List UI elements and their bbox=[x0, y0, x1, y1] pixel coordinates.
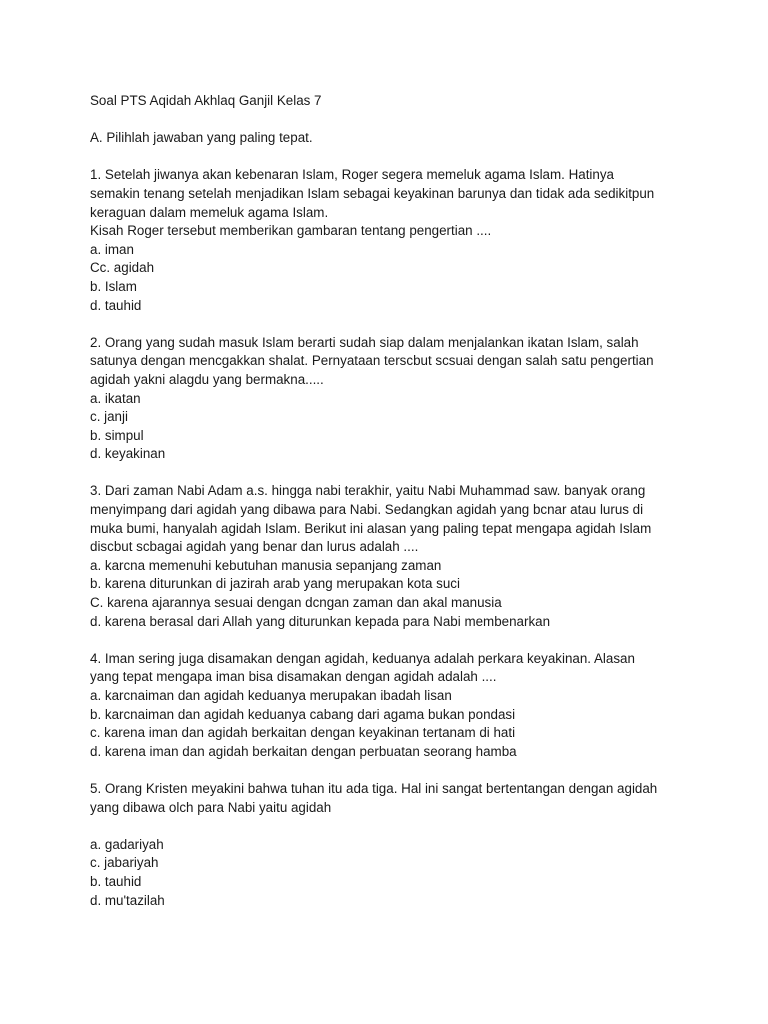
question-stem bbox=[90, 334, 690, 390]
question-text-line: satunya dengan mencgakkan shalat. Pernyataan terscbut scsuai dengan salah satu pengertian bbox=[90, 353, 654, 369]
answer-option: d. keyakinan bbox=[90, 446, 166, 462]
answer-option: d. karena iman dan agidah berkaitan dengan perbuatan seorang hamba bbox=[90, 743, 517, 759]
question-1 bbox=[90, 166, 690, 333]
question-3 bbox=[90, 482, 690, 649]
answer-options bbox=[90, 390, 690, 464]
question-text-line: discbut scbagai agidah yang benar dan lurus adalah .... bbox=[90, 539, 419, 555]
question-text-line: Kisah Roger tersebut memberikan gambaran tentang pengertian .... bbox=[90, 223, 492, 239]
question-text-line: muka bumi, hanyalah agidah Islam. Berikut ini alasan yang paling tepat mengapa agidah Islam bbox=[90, 520, 652, 536]
spacer bbox=[90, 148, 690, 167]
answer-option: Cc. agidah bbox=[90, 260, 155, 276]
spacer bbox=[90, 111, 690, 130]
answer-option: a. gadariyah bbox=[90, 836, 164, 852]
spacer bbox=[90, 631, 690, 650]
question-5 bbox=[90, 780, 690, 910]
spacer bbox=[90, 315, 690, 334]
spacer bbox=[90, 817, 690, 836]
question-text-line: agidah yakni alagdu yang bermakna..... bbox=[90, 371, 324, 387]
question-text-line: semakin tenang setelah menjadikan Islam sebagai keyakinan barunya dan tidak ada sedikitpun bbox=[90, 185, 655, 201]
answer-option: b. tauhid bbox=[90, 873, 142, 889]
answer-option: c. karena iman dan agidah berkaitan dengan keyakinan tertanam di hati bbox=[90, 725, 516, 741]
question-text-line: 3. Dari zaman Nabi Adam a.s. hingga nabi terakhir, yaitu Nabi Muhammad saw. banyak orang bbox=[90, 483, 646, 499]
section-heading: A. Pilihlah jawaban yang paling tepat. bbox=[90, 130, 313, 146]
answer-option: b. karcnaiman dan agidah keduanya cabang dari agama bukan pondasi bbox=[90, 706, 516, 722]
answer-option: a. iman bbox=[90, 241, 134, 257]
question-list bbox=[90, 166, 690, 910]
question-text-line: 4. Iman sering juga disamakan dengan agidah, keduanya adalah perkara keyakinan. Alasan bbox=[90, 650, 635, 666]
answer-options bbox=[90, 836, 690, 910]
answer-option: a. karcna memenuhi kebutuhan manusia sepanjang zaman bbox=[90, 557, 442, 573]
question-stem bbox=[90, 166, 690, 240]
question-stem bbox=[90, 780, 690, 817]
answer-option: a. ikatan bbox=[90, 390, 141, 406]
spacer bbox=[90, 464, 690, 483]
question-stem bbox=[90, 650, 690, 687]
question-text-line: 1. Setelah jiwanya akan kebenaran Islam, Roger segera memeluk agama Islam. Hatinya bbox=[90, 167, 614, 183]
document-title: Soal PTS Aqidah Akhlaq Ganjil Kelas 7 bbox=[90, 93, 322, 108]
answer-option: b. simpul bbox=[90, 427, 144, 443]
answer-option: b. Islam bbox=[90, 278, 137, 294]
question-text-line: 5. Orang Kristen meyakini bahwa tuhan itu ada tiga. Hal ini sangat bertentangan dengan agidah bbox=[90, 780, 658, 796]
answer-option: c. janji bbox=[90, 409, 128, 425]
answer-option: c. jabariyah bbox=[90, 855, 159, 871]
question-4 bbox=[90, 650, 690, 780]
question-2 bbox=[90, 334, 690, 483]
answer-option: a. karcnaiman dan agidah keduanya merupakan ibadah lisan bbox=[90, 688, 452, 703]
answer-option: d. karena berasal dari Allah yang diturunkan kepada para Nabi membenarkan bbox=[90, 613, 551, 629]
question-text-line: keraguan dalam memeluk agama Islam. bbox=[90, 204, 329, 220]
answer-option: d. mu'tazilah bbox=[90, 892, 165, 908]
question-text-line: 2. Orang yang sudah masuk Islam berarti sudah siap dalam menjalankan ikatan Islam, salah bbox=[90, 334, 639, 350]
answer-option: d. tauhid bbox=[90, 297, 142, 313]
question-stem bbox=[90, 482, 690, 556]
answer-options bbox=[90, 557, 690, 631]
question-text-line: yang dibawa olch para Nabi yaitu agidah bbox=[90, 799, 332, 815]
answer-options bbox=[90, 687, 690, 761]
answer-option: C. karena ajarannya sesuai dengan dcngan zaman dan akal manusia bbox=[90, 595, 502, 611]
question-text-line: menyimpang dari agidah yang dibawa para Nabi. Sedangkan agidah yang bcnar atau lurus di bbox=[90, 502, 644, 518]
answer-options bbox=[90, 241, 690, 315]
question-text-line: yang tepat mengapa iman bisa disamakan dengan agidah adalah .... bbox=[90, 669, 497, 685]
answer-option: b. karena diturunkan di jazirah arab yang merupakan kota suci bbox=[90, 576, 460, 592]
spacer bbox=[90, 761, 690, 780]
document-page bbox=[90, 92, 690, 910]
